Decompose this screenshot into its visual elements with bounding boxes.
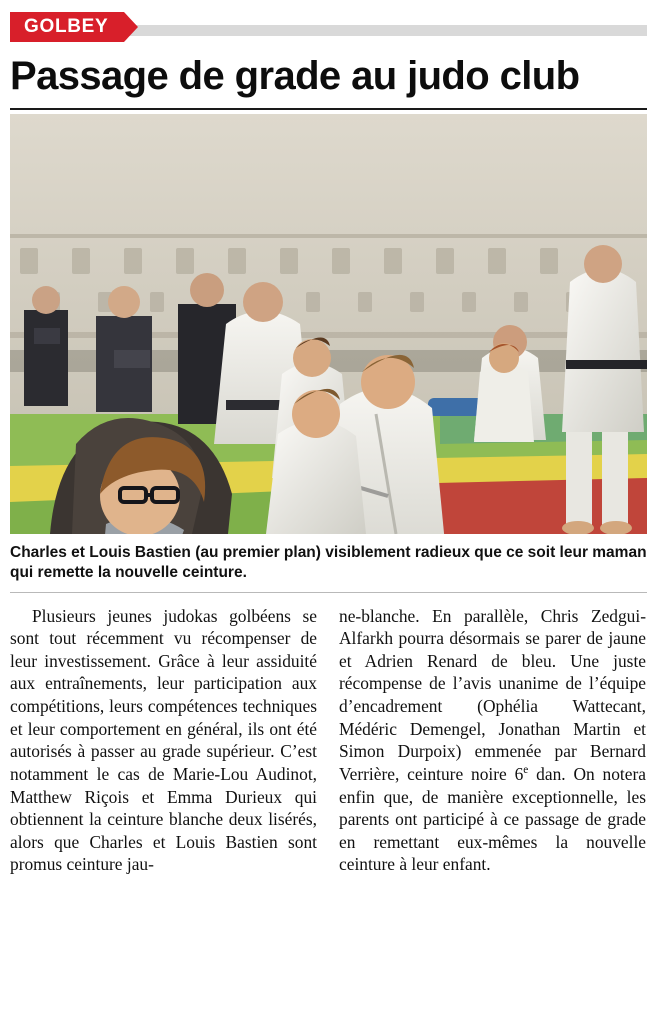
section-kicker: [10, 12, 647, 46]
page-title: Passage de grade au judo club: [10, 54, 580, 98]
photo-caption: Charles et Louis Bastien (au premier plan) visiblement radieux que ce soit leur maman qui remette la nouvelle ceinture.: [10, 543, 647, 582]
caption-rule: [10, 592, 647, 593]
ordinal-suffix: e: [523, 764, 529, 777]
article-photo: [10, 114, 647, 534]
body-column-left: [10, 605, 317, 877]
newspaper-article-page: [0, 12, 657, 1032]
headline-rule: [10, 108, 647, 110]
photo-illustration: [10, 114, 647, 534]
kicker-label: GOLBEY: [10, 12, 124, 42]
body-column-right: [339, 605, 646, 877]
body-paragraph-right: [339, 605, 646, 877]
body-paragraph-left: Plusieurs jeunes judokas golbéens se sont tout récemment vu récompenser de leur investissement. Grâce à leur assiduité aux entraînements, leur participation aux compétitions, leurs compétences techniques et leur comportement en général, ils ont été autorisés à passer au grade supérieur. C’est notamment le cas de Marie-Lou Audinot, Matthew Riçois et Emma Durieux qui obtiennent la ceinture blanche deux lisérés, alors que Charles et Louis Bastien sont promus ceinture jau-: [10, 605, 317, 875]
article-body: [10, 605, 647, 877]
body-right-part2: dan. On notera enfin que, de manière exceptionnelle, les parents ont participé à ce passage de grade en remettant eux-mêmes la nouvelle ceinture à leur enfant.: [339, 763, 646, 875]
body-right-part1: ne-blanche. En parallèle, Chris Zedgui-Alfarkh pourra désormais se parer de jaune et Adrien Renard de bleu. Une juste récompense de l’avis unanime de l’équipe d’encadrement (Ophélia Wattecant, Médéric Demengel, Jonathan Martin et Simon Durpoix) emmenée par Bernard Verrière, ceinture noire 6: [339, 605, 646, 784]
